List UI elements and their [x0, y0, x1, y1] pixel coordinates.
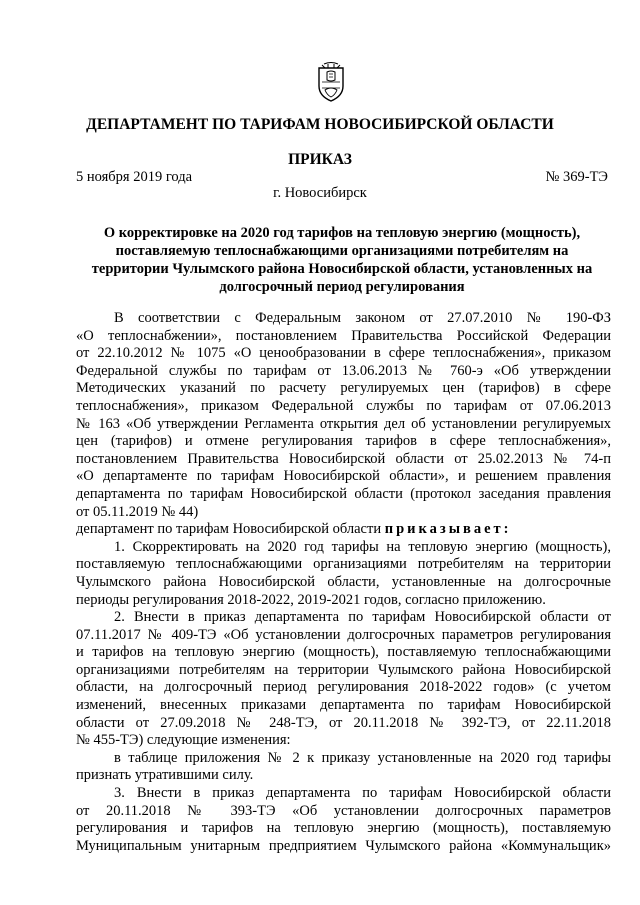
item3-line: Муниципальным унитарным предприятием Чулымского района «Коммунальщик» — [76, 837, 611, 854]
item2-line: 07.11.2017 № 409-ТЭ «Об установлении долгосрочных параметров регулирования — [76, 626, 611, 643]
decree-line — [76, 521, 611, 539]
item2-sub-line: в таблице приложения № 2 к приказу установленные на 2020 год тарифы — [114, 749, 611, 766]
item2-line: изменений, внесенных приказами департамента по тарифам Новосибирской — [76, 697, 611, 714]
item2-line: организациями потребителям на территории Чулымского района Новосибирской — [76, 661, 611, 678]
preamble-line: «О теплоснабжении», постановлением Правительства Российской Федерации — [76, 327, 611, 344]
preamble-line: теплоснабжения», приказом Федеральной службы по тарифам от 07.06.2013 — [76, 397, 611, 414]
city: г. Новосибирск — [273, 185, 367, 201]
item3-line: регулирования и тарифов на тепловую энергию (мощность), поставляемую — [76, 820, 611, 837]
preamble-line: постановлением Правительства Новосибирской области от 25.02.2013 № 74-п — [76, 450, 611, 467]
preamble-line: цен (тарифов) и отмене регулирования тарифов в сфере теплоснабжения», — [76, 433, 611, 450]
preamble-line: «О департаменте по тарифам Новосибирской области», и решением правления — [76, 468, 611, 485]
preamble-line: Федеральной службы по тарифам от 13.06.2013 № 760-э «Об утверждении — [76, 362, 611, 379]
order-body — [76, 310, 611, 855]
item1-line: периоды регулирования 2018-2022, 2019-2021 годов, согласно приложению. — [76, 591, 546, 608]
item3-line: от 20.11.2018 № 393-ТЭ «Об установлении долгосрочных параметров — [76, 802, 611, 819]
preamble-line: № 163 «Об утверждении Регламента открытия дел об установлении регулируемых — [76, 415, 611, 432]
item2-line: области, на долгосрочный период регулирования 2018-2022 годов» (с учетом — [76, 679, 611, 696]
item2-line: области от 27.09.2018 № 248-ТЭ, от 20.11.2018 № 392-ТЭ, от 22.11.2018 — [76, 714, 611, 731]
preamble-line: от 05.11.2019 № 44) — [76, 503, 199, 520]
department-title: ДЕПАРТАМЕНТ ПО ТАРИФАМ НОВОСИБИРСКОЙ ОБЛАСТИ — [86, 116, 554, 133]
item2-line: 2. Внести в приказ департамента по тарифам Новосибирской области от — [114, 609, 611, 626]
coat-of-arms-icon — [316, 62, 346, 102]
order-date: 5 ноября 2019 года — [76, 169, 193, 185]
item3-line: 3. Внести в приказ департамента по тарифам Новосибирской области — [114, 785, 611, 802]
order-subject — [76, 224, 608, 296]
decree-lead: департамент по тарифам Новосибирской области — [76, 521, 382, 538]
preamble-line: В соответствии с Федеральным законом от 27.07.2010 № 190-ФЗ — [114, 310, 611, 326]
item2-sub-line: признать утратившими силу. — [76, 767, 254, 784]
decree-keyword: приказывает: — [384, 521, 512, 538]
item2-line: № 455-ТЭ) следующие изменения: — [76, 732, 291, 749]
item1-line: поставляемую теплоснабжающими организациями потребителям на территории — [76, 556, 611, 573]
preamble-line: от 22.10.2012 № 1075 «О ценообразовании в сфере теплоснабжения», приказом — [76, 345, 611, 362]
item1-line: 1. Скорректировать на 2020 год тарифы на тепловую энергию (мощность), — [114, 538, 611, 555]
subject-line: О корректировке на 2020 год тарифов на тепловую энергию (мощность), — [103, 225, 581, 241]
item1-line: Чулымского района Новосибирской области, установленные на долгосрочные — [76, 573, 611, 590]
preamble-line: департамента по тарифам Новосибирской области (протокол заседания правления — [76, 485, 611, 502]
subject-line: поставляемую теплоснабжающими организациями потребителям на — [115, 243, 569, 259]
order-title: ПРИКАЗ — [288, 151, 352, 168]
subject-line: долгосрочный период регулирования — [219, 279, 465, 295]
item2-line: и тарифов на тепловую энергию (мощность), поставляемую теплоснабжающими — [76, 644, 611, 661]
order-number: № 369-ТЭ — [545, 169, 608, 185]
preamble-line: Методических указаний по расчету регулируемых цен (тарифов) в сфере — [76, 380, 611, 397]
subject-line: территории Чулымского района Новосибирской области, установленных на — [91, 261, 593, 277]
